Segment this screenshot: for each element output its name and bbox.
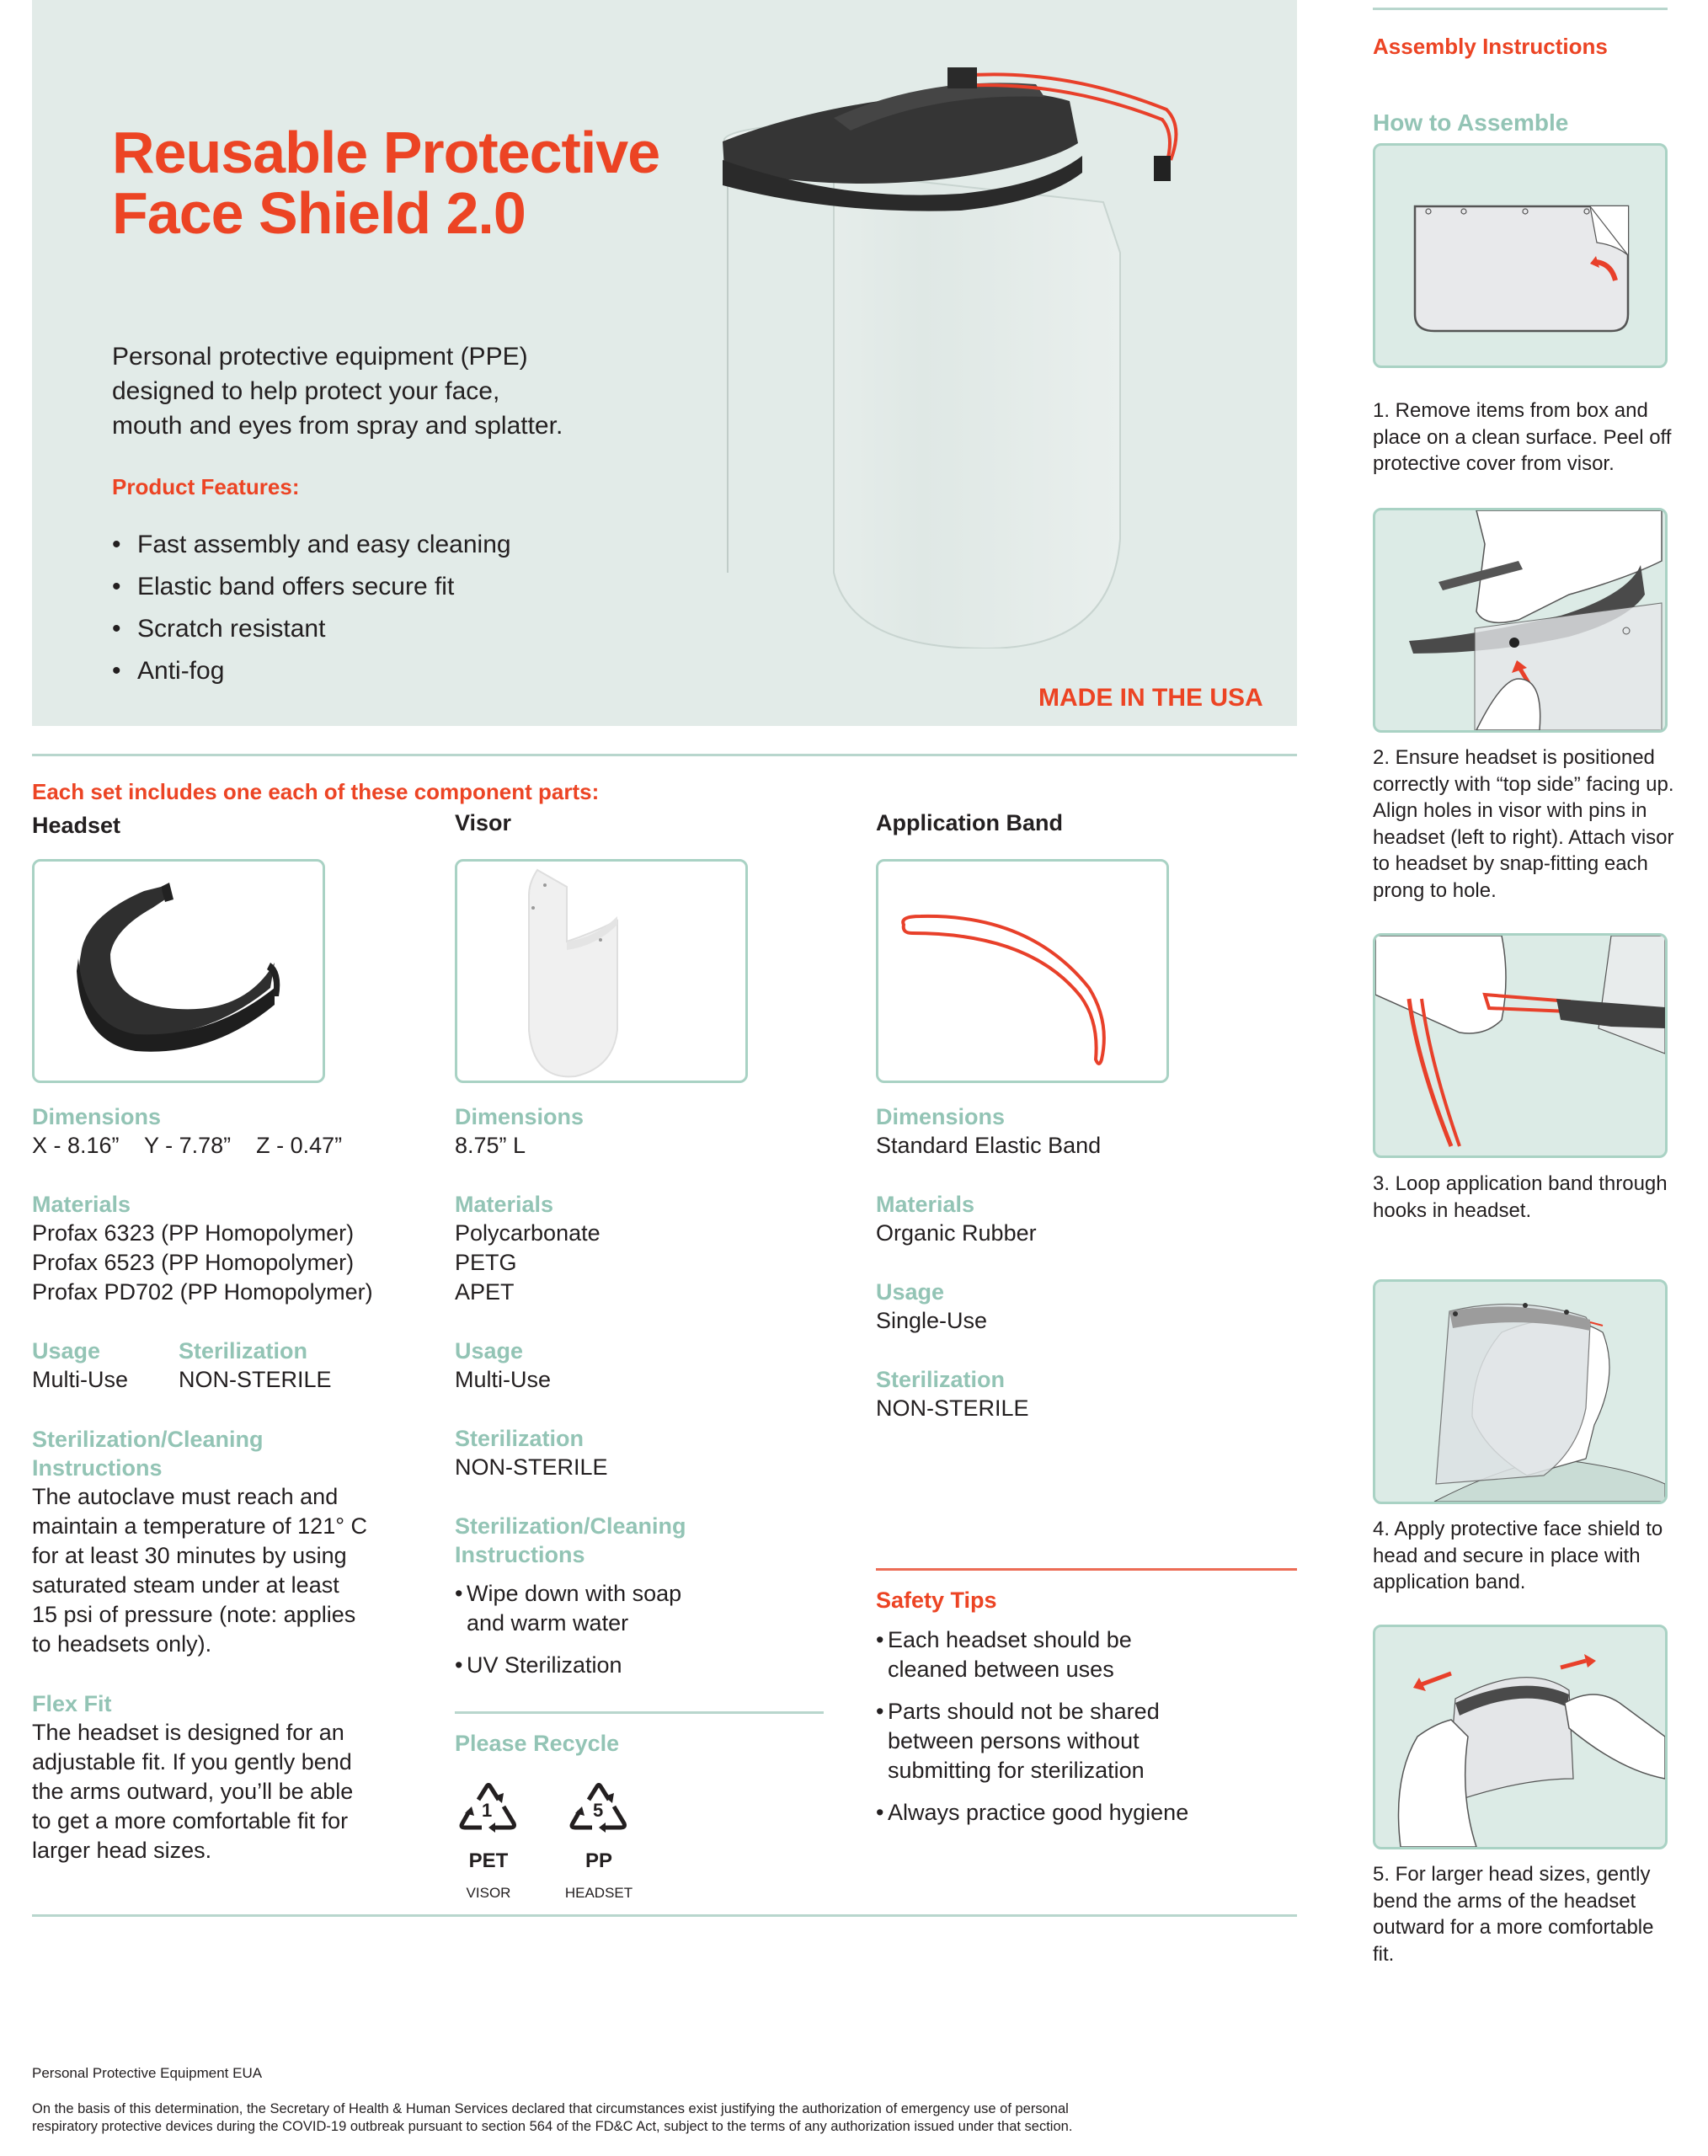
step-4-illustration bbox=[1373, 1279, 1668, 1504]
loop-band-icon bbox=[1375, 936, 1665, 1155]
assembly-top-divider bbox=[1373, 8, 1668, 10]
eua-line: On the basis of this determination, the Secretary of Health & Human Services declared that circumstances exist justifying the authorization of emergency use of personal bbox=[32, 2101, 1069, 2116]
flex-line: the arms outward, you’ll be able bbox=[32, 1779, 354, 1804]
flex-line: to get a more comfortable fit for bbox=[32, 1808, 349, 1833]
safety-tip: • Parts should not be shared between persons without submitting for sterilization bbox=[876, 1697, 1196, 1785]
materials-label: Materials bbox=[876, 1192, 975, 1217]
recycle-number: 1 bbox=[482, 1800, 493, 1821]
step-1-text: 1. Remove items from box and place on a clean surface. Peel off protective cover from visor. bbox=[1373, 399, 1672, 475]
flex-fit-label: Flex Fit bbox=[32, 1691, 112, 1716]
material-item: APET bbox=[455, 1279, 515, 1305]
headset-specs bbox=[32, 1102, 428, 1865]
dimensions-value: X - 8.16” Y - 7.78” Z - 0.47” bbox=[32, 1133, 343, 1158]
eua-title: Personal Protective Equipment EUA bbox=[32, 2065, 263, 2081]
safety-tip: • Always practice good hygiene bbox=[876, 1798, 1196, 1828]
usage-value: Multi-Use bbox=[455, 1367, 552, 1392]
step-1-illustration bbox=[1373, 143, 1668, 368]
recycle-part: VISOR bbox=[466, 1885, 511, 1901]
cleaning-line: 15 psi of pressure (note: applies bbox=[32, 1602, 356, 1627]
flex-line: adjustable fit. If you gently bend bbox=[32, 1749, 352, 1774]
step-5-illustration bbox=[1373, 1625, 1668, 1849]
step-3-text: 3. Loop application band through hooks in headset. bbox=[1373, 1172, 1668, 1222]
recycle-number: 5 bbox=[593, 1800, 604, 1821]
page-title bbox=[112, 120, 660, 246]
safety-divider bbox=[876, 1568, 1297, 1571]
description-line: Personal protective equipment (PPE) bbox=[112, 343, 528, 371]
recycle-item-pp bbox=[563, 1781, 664, 1902]
cleaning-label-2: Instructions bbox=[455, 1542, 585, 1567]
cleaning-line: to headsets only). bbox=[32, 1631, 212, 1657]
sterilization-value: NON-STERILE bbox=[179, 1367, 332, 1392]
recycle-code: PET bbox=[468, 1849, 509, 1872]
usage-group bbox=[32, 1337, 179, 1395]
headset-icon bbox=[35, 862, 323, 1081]
title-line-2: Face Shield 2.0 bbox=[112, 180, 526, 246]
title-line-1: Reusable Protective bbox=[112, 120, 660, 185]
recycle-item-pet bbox=[455, 1781, 539, 1902]
band-specs bbox=[876, 1102, 1280, 1423]
sterilization-group bbox=[179, 1337, 332, 1395]
recycle-divider bbox=[455, 1711, 824, 1714]
safety-heading: Safety Tips bbox=[876, 1588, 997, 1613]
components-heading: Each set includes one each of these component parts: bbox=[32, 779, 600, 804]
step-2-text: 2. Ensure headset is positioned correctly with “top side” facing up. Align holes in visor with pins in headset (left to right). Attach visor to headset by snap-fitting each prong to hole. bbox=[1373, 746, 1674, 902]
cleaning-item: • Wipe down with soap and warm water bbox=[455, 1579, 707, 1638]
sterilization-label: Sterilization bbox=[876, 1367, 1006, 1392]
cleaning-label: Sterilization/Cleaning bbox=[455, 1513, 686, 1539]
feature-item: • Anti-fog bbox=[112, 657, 225, 685]
material-item: Profax 6323 (PP Homopolymer) bbox=[32, 1220, 355, 1246]
feature-item: • Scratch resistant bbox=[112, 615, 326, 643]
material-item: Polycarbonate bbox=[455, 1220, 600, 1246]
dimensions-value: Standard Elastic Band bbox=[876, 1133, 1102, 1158]
cleaning-line: for at least 30 minutes by using bbox=[32, 1543, 347, 1568]
bend-arms-icon bbox=[1375, 1627, 1665, 1847]
assembly-heading: Assembly Instructions bbox=[1373, 34, 1608, 59]
usage-sterilization-row bbox=[32, 1337, 428, 1395]
dimensions-value: 8.75” L bbox=[455, 1133, 526, 1158]
usage-label: Usage bbox=[455, 1338, 524, 1364]
made-in-usa-label: MADE IN THE USA bbox=[1038, 684, 1263, 712]
safety-tips-list bbox=[876, 1625, 1196, 1840]
feature-text: Scratch resistant bbox=[137, 615, 326, 643]
material-item: PETG bbox=[455, 1250, 517, 1275]
visor-heading: Visor bbox=[455, 810, 512, 835]
usage-label: Usage bbox=[876, 1279, 945, 1305]
bottom-divider bbox=[32, 1914, 1297, 1917]
description-line: mouth and eyes from spray and splatter. bbox=[112, 412, 563, 440]
cleaning-item: • UV Sterilization bbox=[455, 1651, 707, 1680]
band-image-box bbox=[876, 859, 1169, 1083]
headset-heading: Headset bbox=[32, 813, 121, 838]
cleaning-label: Sterilization/Cleaning bbox=[32, 1427, 264, 1452]
visor-icon bbox=[457, 862, 745, 1081]
visor-specs bbox=[455, 1102, 825, 1693]
recycle-heading: Please Recycle bbox=[455, 1731, 620, 1756]
recycle-part: HEADSET bbox=[564, 1885, 633, 1901]
safety-tip: • Each headset should be cleaned between uses bbox=[876, 1625, 1196, 1684]
product-description bbox=[112, 339, 651, 443]
feature-text: Anti-fog bbox=[137, 657, 225, 685]
material-item: Profax PD702 (PP Homopolymer) bbox=[32, 1279, 373, 1305]
usage-value: Multi-Use bbox=[32, 1367, 129, 1392]
dimensions-label: Dimensions bbox=[32, 1104, 162, 1129]
usage-label: Usage bbox=[32, 1338, 101, 1364]
cleaning-label-2: Instructions bbox=[32, 1455, 163, 1481]
step-4-text: 4. Apply protective face shield to head and secure in place with application band. bbox=[1373, 1518, 1663, 1593]
step-3-illustration bbox=[1373, 933, 1668, 1158]
dimensions-label: Dimensions bbox=[455, 1104, 584, 1129]
face-shield-product-image bbox=[707, 67, 1230, 648]
section-divider bbox=[32, 754, 1297, 756]
flex-line: The headset is designed for an bbox=[32, 1720, 344, 1745]
sterilization-label: Sterilization bbox=[179, 1338, 308, 1364]
eua-line: respiratory protective devices during the COVID-19 outbreak pursuant to section 564 of the FD&C Act, subject to the terms of any authorization issued under that section. bbox=[32, 2119, 1073, 2134]
cleaning-line: The autoclave must reach and bbox=[32, 1484, 339, 1509]
materials-label: Materials bbox=[455, 1192, 554, 1217]
materials-value: Organic Rubber bbox=[876, 1220, 1037, 1246]
usage-value: Single-Use bbox=[876, 1308, 988, 1333]
recycle-code: PP bbox=[584, 1849, 612, 1872]
sterilization-value: NON-STERILE bbox=[455, 1454, 608, 1480]
how-to-assemble-heading: How to Assemble bbox=[1373, 109, 1569, 136]
feature-text: Fast assembly and easy cleaning bbox=[137, 531, 511, 558]
cleaning-line: maintain a temperature of 121° C bbox=[32, 1513, 368, 1539]
eua-statement bbox=[32, 2100, 1177, 2136]
sterilization-value: NON-STERILE bbox=[876, 1396, 1029, 1421]
visor-cleaning-list bbox=[455, 1579, 707, 1680]
material-item: Profax 6523 (PP Homopolymer) bbox=[32, 1250, 355, 1275]
features-list bbox=[112, 526, 511, 695]
visor-image-box bbox=[455, 859, 748, 1083]
cleaning-line: saturated steam under at least bbox=[32, 1572, 339, 1598]
materials-label: Materials bbox=[32, 1192, 131, 1217]
band-heading: Application Band bbox=[876, 810, 1063, 835]
feature-text: Elastic band offers secure fit bbox=[137, 573, 455, 600]
feature-item: • Fast assembly and easy cleaning bbox=[112, 531, 511, 558]
feature-item: • Elastic band offers secure fit bbox=[112, 573, 455, 600]
features-heading: Product Features: bbox=[112, 474, 300, 499]
peel-cover-icon bbox=[1375, 146, 1665, 366]
application-band-icon bbox=[878, 862, 1166, 1081]
step-2-illustration bbox=[1373, 508, 1668, 733]
sterilization-label: Sterilization bbox=[455, 1426, 584, 1451]
wear-shield-icon bbox=[1375, 1282, 1665, 1502]
headset-image-box bbox=[32, 859, 325, 1083]
description-line: designed to help protect your face, bbox=[112, 377, 500, 405]
step-5-text: 5. For larger head sizes, gently bend the arms of the headset outward for a more comfortable fit. bbox=[1373, 1863, 1654, 1966]
attach-visor-icon bbox=[1375, 510, 1665, 730]
flex-line: larger head sizes. bbox=[32, 1838, 212, 1863]
dimensions-label: Dimensions bbox=[876, 1104, 1006, 1129]
